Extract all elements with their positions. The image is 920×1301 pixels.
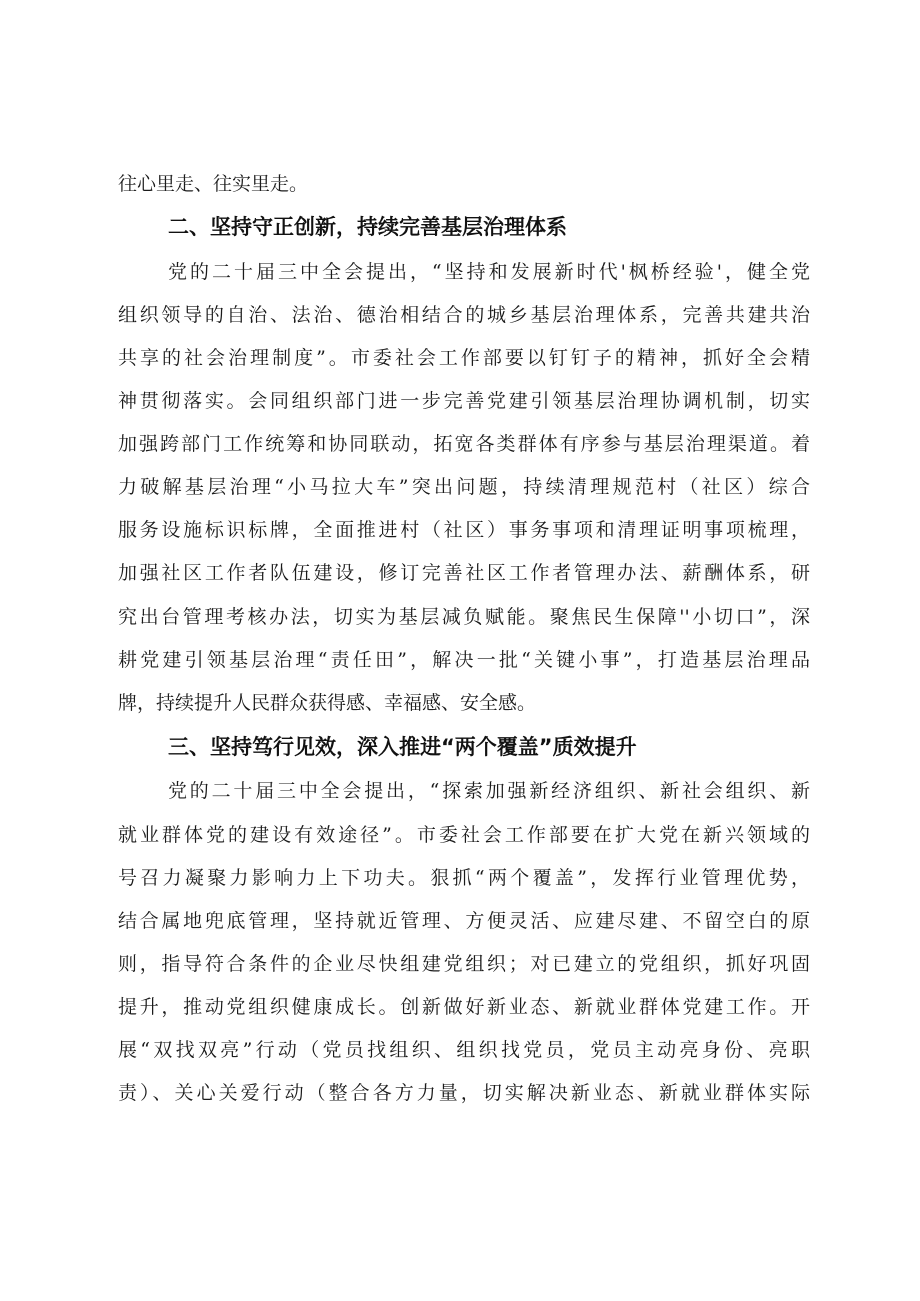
paragraph-line: 党的二十届三中全会提出，“坚持和发展新时代'枫桥经验'，健全党 — [168, 261, 810, 283]
paragraph-line: 展“双找双亮”行动（党员找组织、组织找党员，党员主动亮身份、亮职 — [118, 1039, 810, 1061]
paragraph-line: 服务设施标识标牌，全面推进村（社区）事务事项和清理证明事项梳理， — [118, 519, 810, 541]
paragraph-line: 往心里走、往实里走。 — [118, 173, 309, 195]
paragraph-line: 力破解基层治理“小马拉大车”突出问题，持续清理规范村（社区）综合 — [118, 476, 810, 498]
section-heading-2: 二、坚持守正创新，持续完善基层治理体系 — [168, 215, 567, 239]
paragraph-line: 加强社区工作者队伍建设，修订完善社区工作者管理办法、薪酬体系，研 — [118, 562, 810, 584]
paragraph-line: 就业群体党的建设有效途径”。市委社会工作部要在扩大党在新兴领域的 — [118, 824, 810, 846]
paragraph-line: 党的二十届三中全会提出，“探索加强新经济组织、新社会组织、新 — [168, 780, 810, 802]
paragraph-line: 耕党建引领基层治理“责任田”，解决一批“关键小事”，打造基层治理品 — [118, 649, 810, 671]
paragraph-line: 责）、关心关爱行动（整合各方力量，切实解决新业态、新就业群体实际 — [118, 1082, 810, 1104]
paragraph-line: 组织领导的自治、法治、德治相结合的城乡基层治理体系，完善共建共治 — [118, 304, 810, 326]
paragraph-line: 神贯彻落实。会同组织部门进一步完善党建引领基层治理协调机制，切实 — [118, 390, 810, 412]
paragraph-line: 究出台管理考核办法，切实为基层减负赋能。聚焦民生保障''小切口”，深 — [118, 606, 810, 628]
paragraph-line: 结合属地兜底管理，坚持就近管理、方便灵活、应建尽建、不留空白的原 — [118, 910, 810, 932]
paragraph-line: 提升，推动党组织健康成长。创新做好新业态、新就业群体党建工作。开 — [118, 996, 810, 1018]
paragraph-line: 则，指导符合条件的企业尽快组建党组织；对已建立的党组织，抓好巩固 — [118, 953, 810, 975]
paragraph-line: 牌，持续提升人民群众获得感、幸福感、安全感。 — [118, 692, 537, 714]
paragraph-line: 共享的社会治理制度”。市委社会工作部要以钉钉子的精神，抓好全会精 — [118, 347, 810, 369]
paragraph-line: 加强跨部门工作统筹和协同联动，拓宽各类群体有序参与基层治理渠道。着 — [118, 433, 810, 455]
paragraph-line: 号召力凝聚力影响力上下功夫。狠抓“两个覆盖”，发挥行业管理优势， — [118, 867, 810, 889]
section-heading-3: 三、坚持笃行见效，深入推进“两个覆盖”质效提升 — [168, 735, 637, 759]
